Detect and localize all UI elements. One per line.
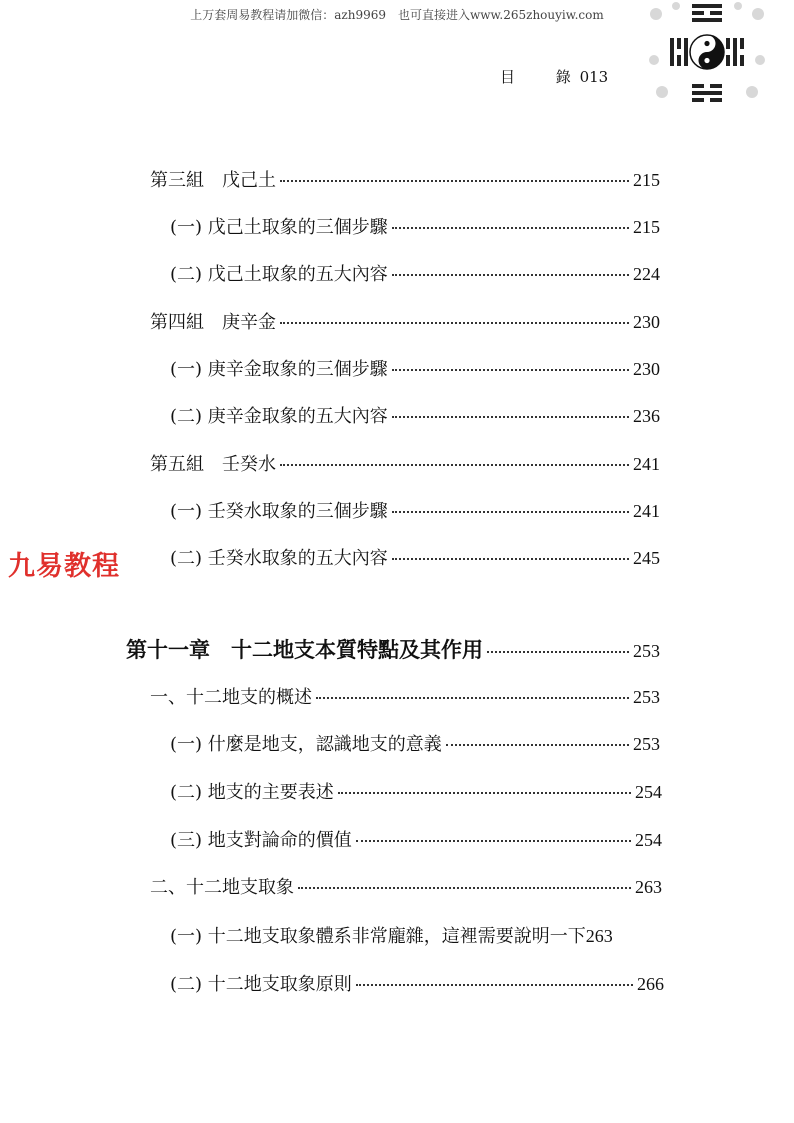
toc-entry	[170, 922, 672, 948]
toc-leader-dots	[392, 511, 629, 513]
toc-entry-label: (一) 庚辛金取象的三個步驟	[170, 359, 388, 380]
toc-leader-dots	[316, 697, 629, 699]
toc-entry-label: (二) 壬癸水取象的五大內容	[170, 548, 388, 569]
toc-entry-page: 266	[637, 974, 664, 994]
toc-leader-dots	[280, 464, 629, 466]
toc-entry-label: 第四組 庚辛金	[150, 312, 276, 333]
toc-entry-page: 254	[635, 830, 662, 850]
side-watermark: 九易教程	[8, 551, 120, 582]
toc-entry-page: 241	[633, 501, 660, 521]
toc-entry	[170, 778, 662, 804]
toc-entry-page: 215	[633, 170, 660, 190]
toc-entry-page: 253	[633, 687, 660, 707]
toc-leader-dots	[487, 651, 629, 653]
toc-entry	[170, 970, 664, 996]
toc-entry	[150, 683, 660, 709]
toc-entry	[170, 730, 660, 756]
toc-entry-label: (一) 壬癸水取象的三個步驟	[170, 501, 388, 522]
toc-entry-label: (三) 地支對論命的價值	[170, 830, 352, 851]
toc-entry	[150, 450, 660, 476]
toc-leader-dots	[392, 227, 629, 229]
toc-entry-label: 一、十二地支的概述	[150, 687, 312, 708]
toc-entry-label: (一) 十二地支取象體系非常龐雜，這裡需要說明一下	[170, 926, 586, 947]
toc-entry	[170, 497, 660, 523]
toc-entry-label: (一) 什麼是地支，認識地支的意義	[170, 734, 442, 755]
toc-entry-page: 230	[633, 312, 660, 332]
toc-entry	[170, 402, 660, 428]
toc-entry-label: (二) 地支的主要表述	[170, 782, 334, 803]
toc-leader-dots	[280, 322, 629, 324]
toc-entry-label: (二) 戊己土取象的五大內容	[170, 264, 388, 285]
toc-entry-page: 245	[633, 548, 660, 568]
toc-leader-dots	[280, 180, 629, 182]
toc-entry-page: 263	[635, 877, 662, 897]
toc-entry-page: 241	[633, 454, 660, 474]
toc-entry-label: 二、十二地支取象	[150, 877, 294, 898]
toc-entry-label: 第五組 壬癸水	[150, 454, 276, 475]
toc-entry-page: 254	[635, 782, 662, 802]
header-mu: 目	[500, 68, 516, 86]
toc-entry-label: (二) 十二地支取象原則	[170, 974, 352, 995]
toc-entry	[170, 826, 662, 852]
toc-entry-label: 第三組 戊己土	[150, 170, 276, 191]
toc-entry	[170, 260, 660, 286]
toc-entry	[170, 544, 660, 570]
toc-entry-page: 253	[633, 641, 660, 661]
toc-leader-dots	[338, 792, 631, 794]
toc-leader-dots	[392, 416, 629, 418]
toc-leader-dots	[446, 744, 629, 746]
toc-entry	[150, 308, 660, 334]
toc-entry-label: (一) 戊己土取象的三個步驟	[170, 217, 388, 238]
toc-leader-dots	[392, 369, 629, 371]
header-lu: 錄	[555, 68, 571, 86]
toc-entry-page: 236	[633, 406, 660, 426]
toc-entry-page: 253	[633, 734, 660, 754]
toc-entry-page: 263	[585, 926, 613, 946]
toc-leader-dots	[298, 887, 631, 889]
toc-entry	[150, 166, 660, 192]
header-page-number: 013	[579, 68, 609, 86]
toc-entry	[170, 355, 660, 381]
toc-entry-page: 224	[633, 264, 660, 284]
toc-entry-page: 215	[633, 217, 660, 237]
toc-leader-dots	[356, 984, 633, 986]
toc-entry-page: 230	[633, 359, 660, 379]
toc-entry-label: (二) 庚辛金取象的五大內容	[170, 406, 388, 427]
toc-leader-dots	[392, 274, 629, 276]
toc-entry	[170, 213, 660, 239]
toc-entry	[126, 634, 660, 664]
toc-entry-label: 第十一章 十二地支本質特點及其作用	[126, 637, 483, 662]
toc-leader-dots	[356, 840, 631, 842]
top-watermark-text: 上万套周易教程请加微信：azh9969 也可直接进入www.265zhouyiw.com	[190, 8, 604, 22]
toc-leader-dots	[392, 558, 629, 560]
toc-entry	[150, 873, 662, 899]
